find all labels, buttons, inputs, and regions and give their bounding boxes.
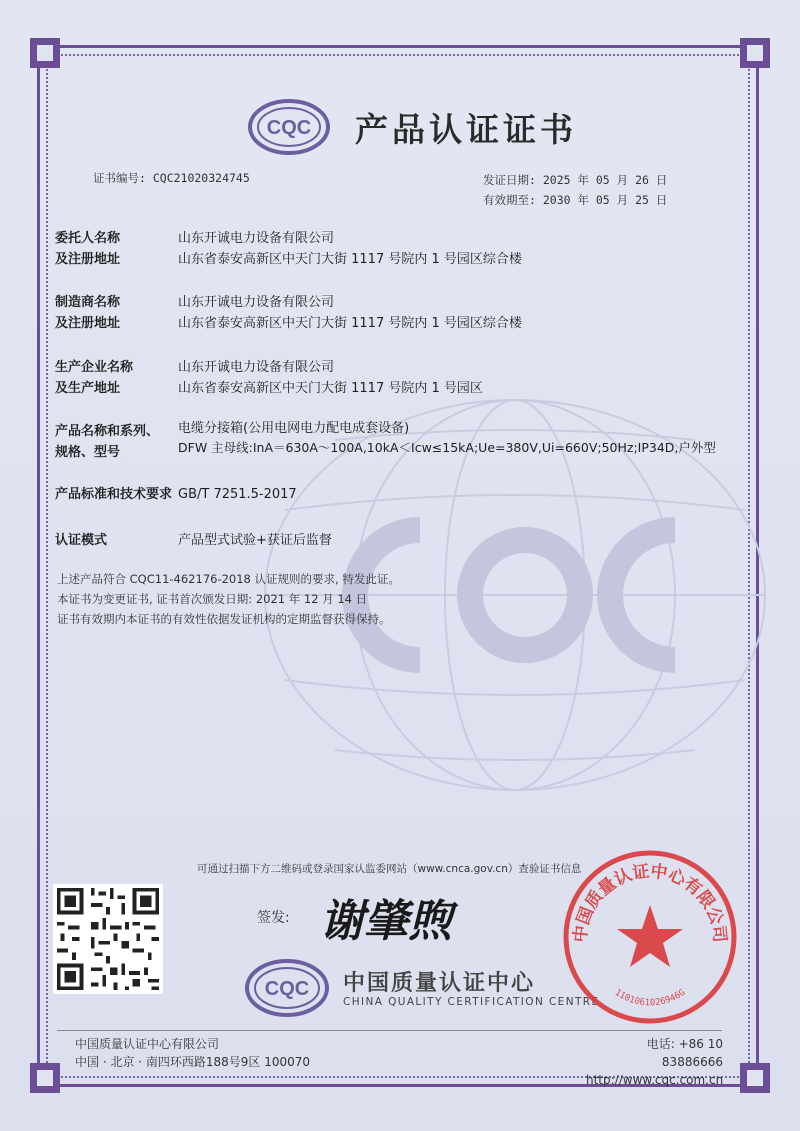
corner-ornament-top-right bbox=[740, 38, 770, 68]
document-title: 产品认证证书 bbox=[355, 110, 577, 149]
cqc-logo bbox=[247, 98, 331, 156]
footer-company: 中国质量认证中心有限公司 bbox=[75, 1037, 220, 1051]
footer-logo-text: CQC bbox=[264, 978, 310, 1000]
date-block bbox=[483, 170, 667, 210]
organization-name-en: CHINA QUALITY CERTIFICATION CENTRE bbox=[343, 996, 600, 1008]
manufacturer-label: 制造商名称 bbox=[55, 295, 121, 310]
applicant-name: 山东开诚电力设备有限公司 bbox=[178, 231, 335, 246]
manufacturer-name: 山东开诚电力设备有限公司 bbox=[178, 295, 335, 310]
corner-ornament-top-left bbox=[30, 38, 60, 68]
footer-contact-left bbox=[75, 1035, 310, 1071]
qr-verification-note: 可通过扫描下方二维码或登录国家认监委网站（www.cnca.gov.cn）查验证书信息 bbox=[197, 863, 582, 875]
footer-contact-right bbox=[586, 1035, 723, 1089]
certificate-number: 证书编号: CQC21020324745 bbox=[93, 171, 250, 185]
factory-label: 生产企业名称 bbox=[55, 360, 134, 375]
logo-text: CQC bbox=[266, 117, 312, 139]
signature-label: 签发: bbox=[257, 910, 290, 926]
seal-text: 中国质量认证中心有限公司 bbox=[570, 861, 730, 944]
svg-text:1101061026946G bbox=[613, 988, 688, 1009]
official-seal-icon bbox=[560, 847, 740, 1027]
seal-code: 1101061026946G bbox=[612, 987, 688, 1009]
corner-ornament-bottom-right bbox=[740, 1063, 770, 1093]
expiry-date: 有效期至: 2030 年 05 月 25 日 bbox=[483, 193, 668, 207]
footer-website[interactable]: http://www.cqc.com.cn bbox=[586, 1073, 724, 1087]
applicant-address-label: 及注册地址 bbox=[55, 252, 121, 267]
applicant-address: 山东省泰安高新区中天门大街 1117 号院内 1 号园区综合楼 bbox=[178, 252, 522, 267]
note-line: 上述产品符合 CQC11-462176-2018 认证规则的要求, 特发此证。 bbox=[57, 572, 400, 586]
product-spec: DFW 主母线:InA＝630A～100A,10kA＜Icw≤15kA;Ue=380V,Ui=660V;50Hz;IP34D,户外型 bbox=[178, 440, 716, 455]
manufacturer-address: 山东省泰安高新区中天门大街 1117 号院内 1 号园区综合楼 bbox=[178, 316, 522, 331]
product-spec-label: 规格、型号 bbox=[55, 445, 121, 460]
qr-code-icon[interactable] bbox=[53, 884, 163, 994]
factory-address: 山东省泰安高新区中天门大街 1117 号院内 1 号园区 bbox=[178, 381, 483, 396]
cqc-footer-logo bbox=[243, 958, 331, 1018]
signature-text: 谢肇煦 bbox=[320, 896, 452, 947]
organization-name-cn: 中国质量认证中心 bbox=[343, 971, 536, 996]
signature-image bbox=[315, 888, 480, 948]
footer-address: 中国 · 北京 · 南四环西路188号9区 100070 bbox=[75, 1055, 311, 1069]
applicant-label: 委托人名称 bbox=[55, 231, 121, 246]
footer-phone: 电话: +86 10 83886666 bbox=[646, 1037, 723, 1069]
product-label: 产品名称和系列、 bbox=[55, 424, 160, 439]
certificate-notes bbox=[57, 569, 400, 629]
note-line: 证书有效期内本证书的有效性依据发证机构的定期监督获得保持。 bbox=[57, 612, 391, 626]
certification-mode-label: 认证模式 bbox=[55, 533, 108, 548]
footer-divider bbox=[57, 1030, 722, 1031]
issue-date: 发证日期: 2025 年 05 月 26 日 bbox=[483, 173, 668, 187]
product-name: 电缆分接箱(公用电网电力配电成套设备) bbox=[178, 421, 410, 436]
standard-label: 产品标准和技术要求 bbox=[55, 487, 173, 502]
note-line: 本证书为变更证书, 证书首次颁发日期: 2021 年 12 月 14 日 bbox=[57, 592, 368, 606]
factory-address-label: 及生产地址 bbox=[55, 381, 121, 396]
manufacturer-address-label: 及注册地址 bbox=[55, 316, 121, 331]
certification-mode-value: 产品型式试验+获证后监督 bbox=[178, 533, 332, 548]
factory-name: 山东开诚电力设备有限公司 bbox=[178, 360, 335, 375]
standard-value: GB/T 7251.5-2017 bbox=[178, 487, 297, 502]
corner-ornament-bottom-left bbox=[30, 1063, 60, 1093]
